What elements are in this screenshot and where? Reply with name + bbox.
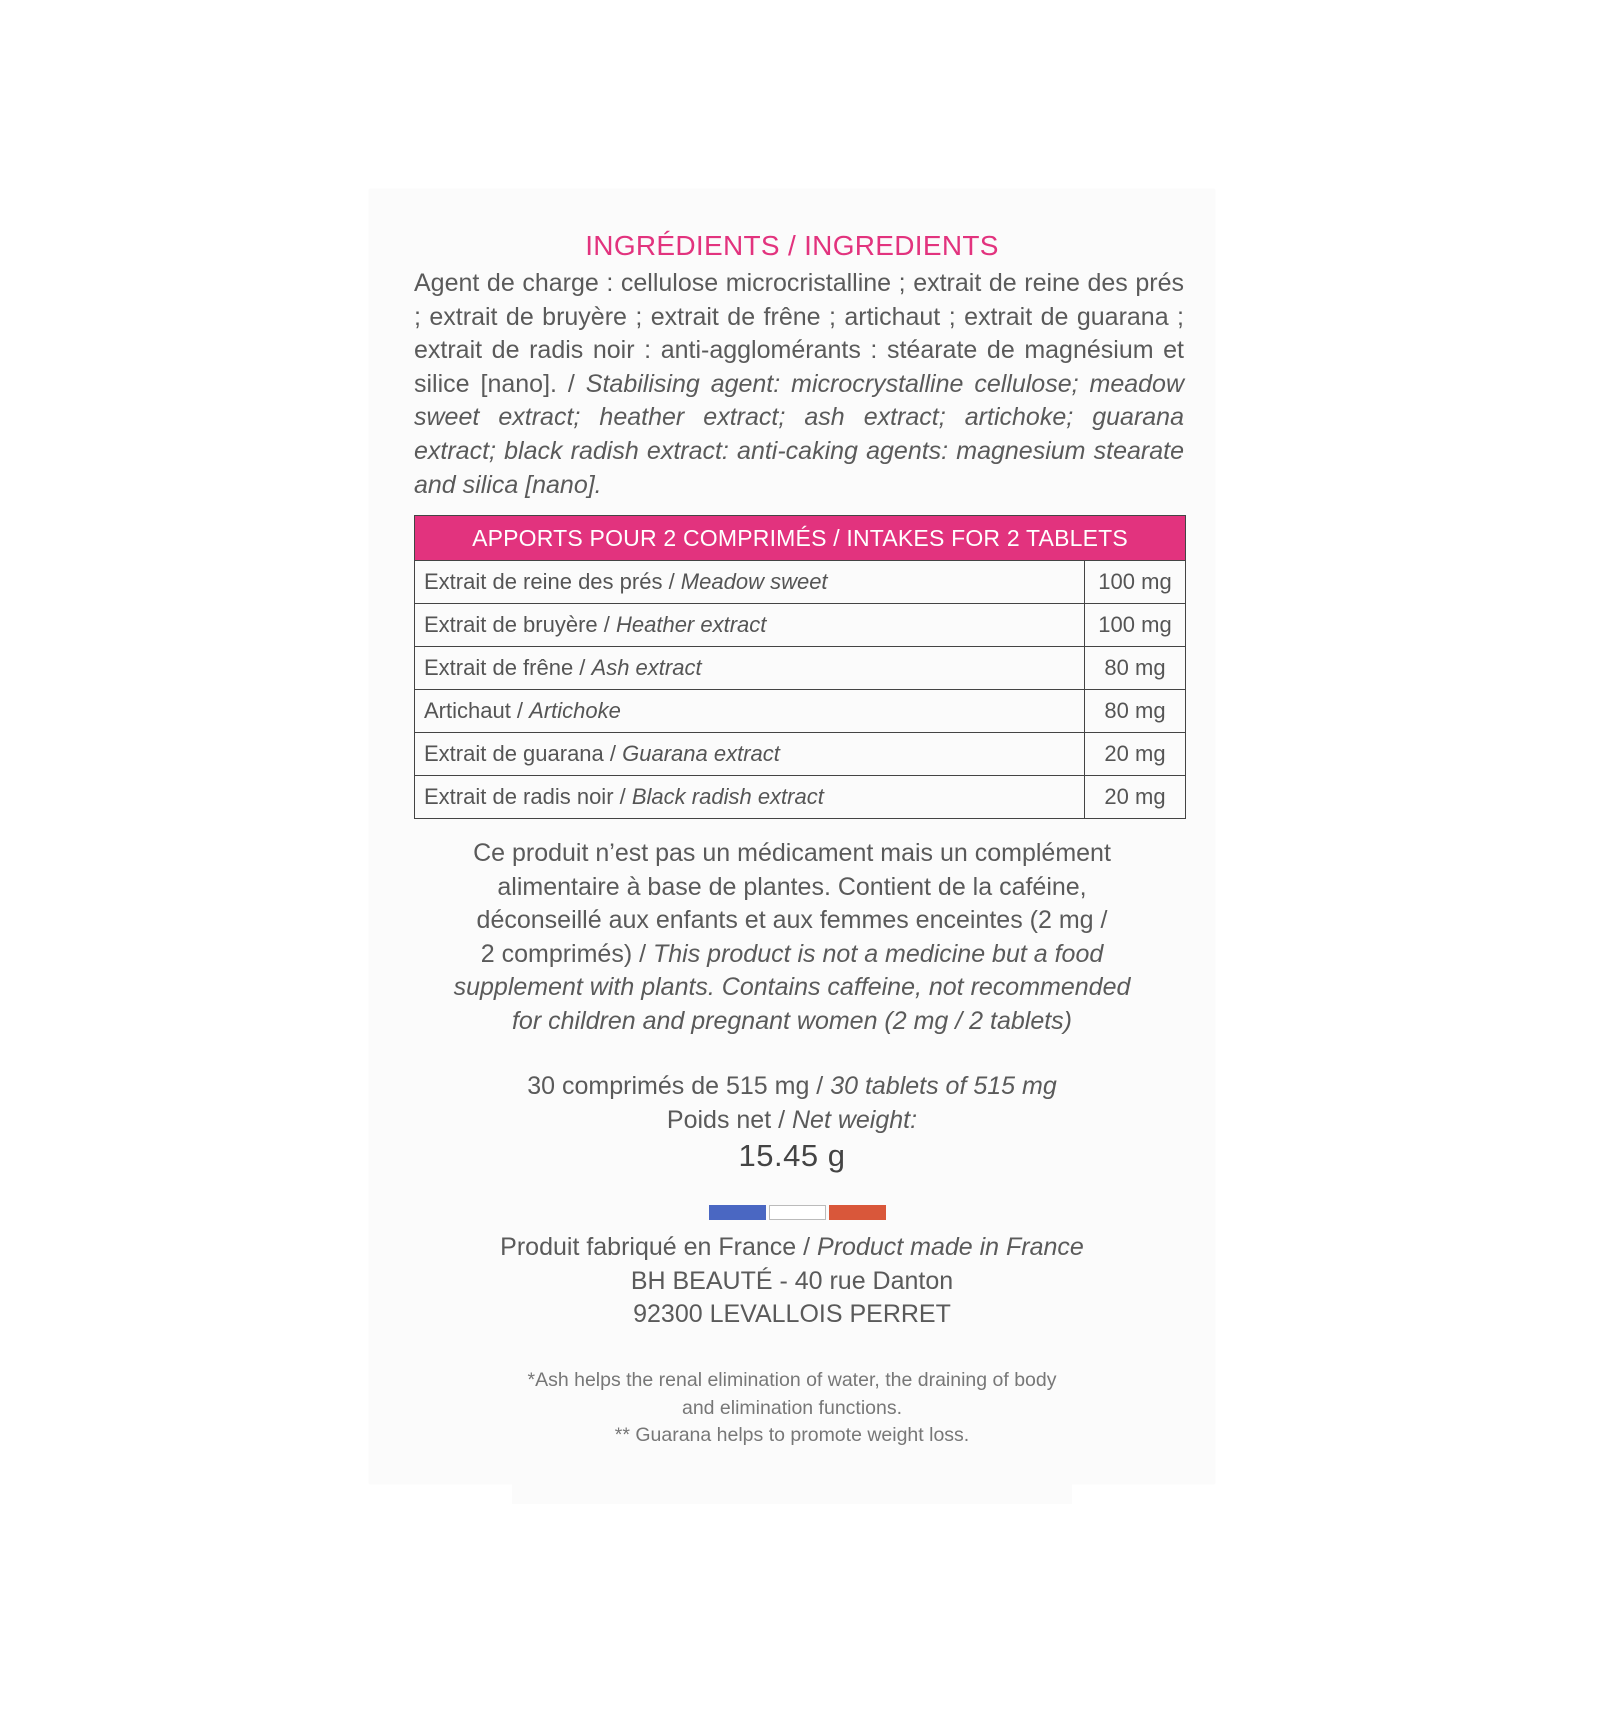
ingredient-name	[415, 604, 1085, 647]
card-bottom-tab	[512, 1484, 1072, 1504]
product-label-card	[369, 189, 1215, 1484]
ingredients-text-en: Stabilising agent: microcrystalline cellulose; meadow sweet extract; heather extract; ash extract; artichoke; guarana extract; black radish extract: anti-caking agents: magnesium stearate and silica [nano].	[414, 369, 1184, 499]
french-flag-icon	[709, 1205, 886, 1220]
ingredient-name	[415, 690, 1085, 733]
notice-line: supplement with plants. Contains caffeine, not recommended	[453, 973, 1131, 1002]
notice-line: for children and pregnant women (2 mg / 2 tablets)	[511, 1006, 1073, 1035]
notice-line	[409, 938, 1175, 972]
ingredient-amount: 20 mg	[1085, 733, 1186, 776]
ingredient-name-en: Artichoke	[529, 698, 621, 723]
ingredients-title: INGRÉDIENTS / INGREDIENTS	[585, 230, 999, 261]
ingredient-name-en: Heather extract	[615, 612, 767, 637]
ingredient-amount: 20 mg	[1085, 776, 1186, 819]
table-row	[415, 561, 1186, 604]
made-in-france-en: Product made in France	[817, 1233, 1084, 1261]
tablet-count-en: 30 tablets of 515 mg	[830, 1072, 1057, 1100]
ingredient-amount: 100 mg	[1085, 561, 1186, 604]
ingredient-name-en: Ash extract	[591, 655, 702, 680]
ingredient-name-fr: Extrait de reine des prés /	[424, 569, 681, 594]
ingredient-name-en: Guarana extract	[622, 741, 780, 766]
company-address: BH BEAUTÉ - 40 rue Danton	[630, 1266, 954, 1295]
tablet-count-fr: 30 comprimés de 515 mg /	[527, 1072, 831, 1100]
notice-line: Ce produit n’est pas un médicament mais un complément	[473, 839, 1111, 867]
footnote-line: *Ash helps the renal elimination of water, the draining of body	[527, 1369, 1057, 1391]
net-weight-value: 15.45 g	[738, 1138, 846, 1173]
ingredient-name-fr: Extrait de bruyère /	[424, 612, 616, 637]
ingredient-name-fr: Artichaut /	[424, 698, 530, 723]
flag-red-stripe	[829, 1205, 886, 1220]
intake-table-header: APPORTS POUR 2 COMPRIMÉS / INTAKES FOR 2 TABLETS	[415, 516, 1186, 561]
quantity-info	[369, 1070, 1215, 1137]
footnote-line: ** Guarana helps to promote weight loss.	[614, 1424, 970, 1446]
manufacturer-info	[369, 1231, 1215, 1332]
flag-white-stripe	[769, 1205, 826, 1220]
ingredient-amount: 80 mg	[1085, 690, 1186, 733]
ingredient-name-en: Meadow sweet	[680, 569, 828, 594]
notice-line-en: This product is not a medicine but a food	[653, 939, 1104, 968]
ingredient-amount: 100 mg	[1085, 604, 1186, 647]
ingredients-text-fr: Agent de charge : cellulose microcristalline ; extrait de reine des prés ; extrait de bruyère ; extrait de frêne ; artichaut ; extrait de guarana ; extrait de radis noir : anti-agglomérants : stéarate de magnésium et silice [nano]. /	[414, 269, 1184, 398]
net-weight-label-fr: Poids net /	[666, 1105, 792, 1134]
ingredient-name-en: Black radish extract	[631, 784, 824, 809]
table-row	[415, 604, 1186, 647]
intake-table	[414, 515, 1186, 819]
company-city: 92300 LEVALLOIS PERRET	[633, 1300, 951, 1329]
table-row	[415, 647, 1186, 690]
net-weight-label	[369, 1104, 1215, 1138]
notice-line: alimentaire à base de plantes. Contient de la caféine,	[497, 872, 1087, 901]
ingredient-name	[415, 561, 1085, 604]
table-row	[415, 690, 1186, 733]
ingredient-amount: 80 mg	[1085, 647, 1186, 690]
ingredient-name	[415, 733, 1085, 776]
net-weight-label-en: Net weight:	[792, 1105, 918, 1134]
ingredient-name-fr: Extrait de guarana /	[424, 741, 623, 766]
ingredient-name-fr: Extrait de radis noir /	[424, 784, 632, 809]
tablet-count	[369, 1070, 1215, 1104]
table-row	[415, 733, 1186, 776]
footnotes	[369, 1367, 1215, 1450]
footnote-line: and elimination functions.	[681, 1396, 903, 1419]
notice-line: déconseillé aux enfants et aux femmes enceintes (2 mg /	[476, 906, 1108, 935]
ingredient-name	[415, 776, 1085, 819]
flag-blue-stripe	[709, 1205, 766, 1220]
ingredient-name-fr: Extrait de frêne /	[424, 655, 592, 680]
product-notice	[409, 837, 1175, 1039]
table-row	[415, 776, 1186, 819]
ingredients-text	[414, 267, 1184, 502]
made-in-france	[369, 1231, 1215, 1265]
ingredient-name	[415, 647, 1085, 690]
made-in-france-fr: Produit fabriqué en France /	[500, 1233, 818, 1261]
notice-line-fr: 2 comprimés) /	[480, 939, 653, 968]
